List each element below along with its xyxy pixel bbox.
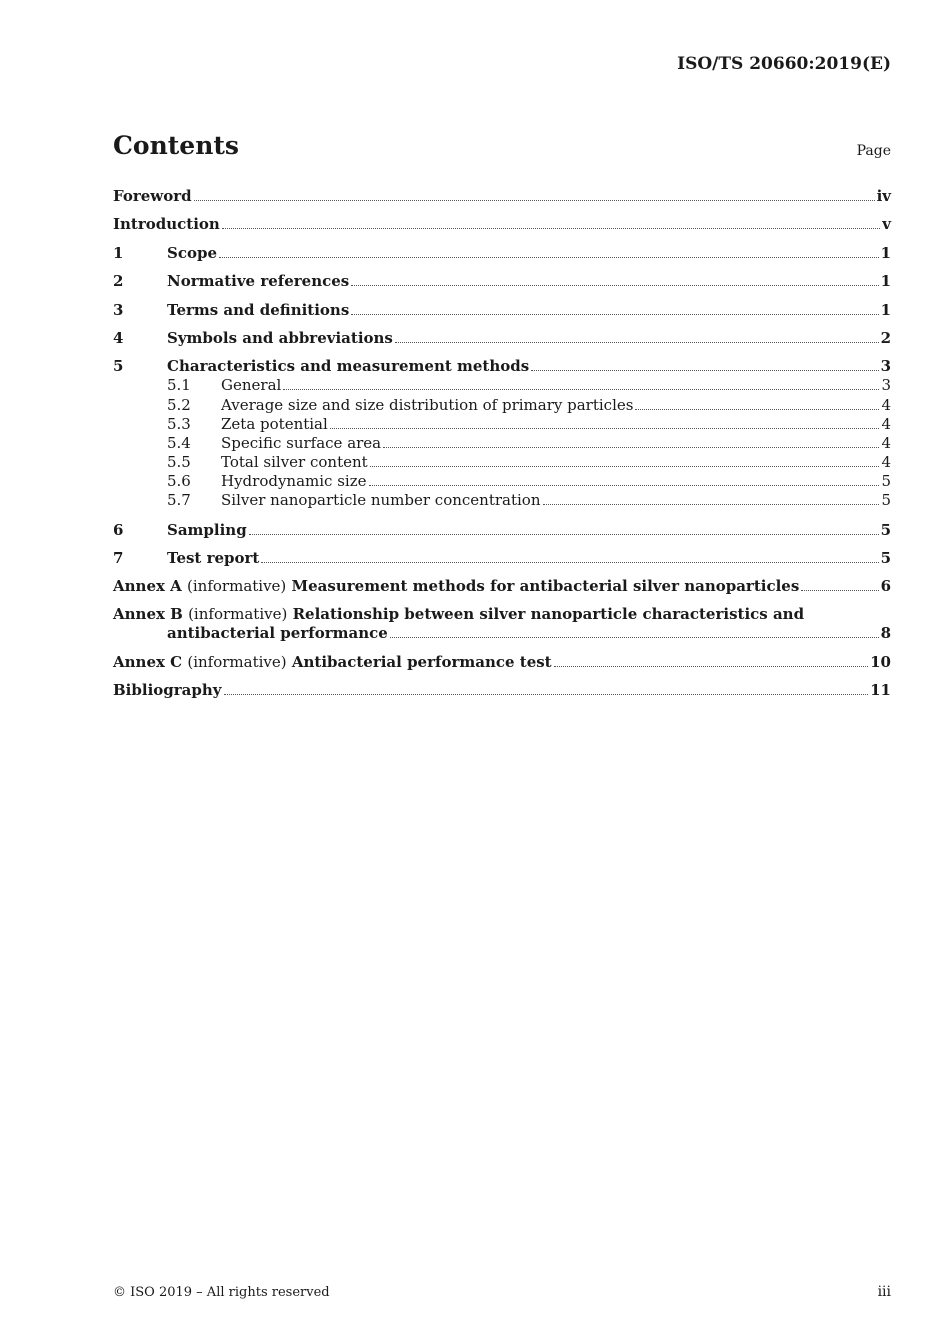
toc-subentry-title: Zeta potential — [221, 414, 328, 433]
dot-leader — [261, 562, 878, 563]
toc-entry-title: Scope — [167, 243, 218, 262]
dot-leader — [330, 428, 880, 429]
toc-annex-c[interactable] — [113, 652, 891, 680]
annex-label: Annex B — [113, 604, 183, 623]
dot-leader — [554, 666, 869, 667]
document-id: ISO/TS 20660:2019(E) — [677, 54, 891, 74]
toc-annex-page: 6 — [880, 577, 891, 596]
toc-annex-title — [113, 576, 799, 596]
toc-subentry-number: 5.5 — [167, 453, 191, 472]
toc-subentry-5-6[interactable] — [113, 472, 891, 491]
toc-subentry-title: Total silver content — [221, 453, 368, 472]
toc-subentry-page: 4 — [881, 433, 891, 452]
dot-leader — [351, 285, 878, 286]
dot-leader — [395, 342, 879, 343]
toc-entry-page: 2 — [880, 328, 891, 347]
toc-annex-title — [113, 652, 552, 672]
toc-entry-page: 1 — [880, 272, 891, 291]
toc-subentry-number: 5.1 — [167, 376, 191, 395]
dot-leader — [383, 447, 879, 448]
toc-entry-number: 6 — [113, 520, 124, 539]
toc-subentry-5-4[interactable] — [113, 434, 891, 453]
annex-title: Antibacterial performance test — [291, 652, 552, 671]
toc-entry-title: Characteristics and measurement methods — [167, 357, 530, 376]
toc-subentry-page: 3 — [881, 376, 891, 395]
dot-leader — [370, 466, 880, 467]
annex-label: Annex A — [113, 577, 182, 596]
annex-title: Relationship between silver nanoparticle characteristics and — [292, 604, 805, 623]
toc-entry-number: 1 — [113, 243, 124, 262]
toc-annex-title-line-2 — [113, 624, 891, 643]
toc-subentry-number: 5.6 — [167, 472, 191, 491]
dot-leader — [194, 200, 875, 201]
toc-annex-title-line-1 — [113, 605, 891, 624]
dot-leader — [390, 637, 879, 638]
toc-entry-number: 4 — [113, 328, 124, 347]
toc-entry-page: 3 — [880, 357, 891, 376]
toc-entry-number: 7 — [113, 549, 124, 568]
toc-annex-page: 8 — [880, 623, 891, 642]
dot-leader — [219, 257, 879, 258]
toc-entry-normative-references[interactable] — [113, 271, 891, 299]
table-of-contents — [113, 186, 891, 709]
toc-subentry-title: General — [221, 376, 282, 395]
toc-subentry-number: 5.2 — [167, 395, 191, 414]
toc-subentry-page: 5 — [881, 472, 891, 491]
toc-subentry-title: Hydrodynamic size — [221, 472, 367, 491]
annex-note: (informative) — [187, 652, 287, 671]
toc-subentry-number: 5.4 — [167, 433, 191, 452]
toc-entry-title: Terms and definitions — [167, 300, 350, 319]
toc-subentry-5-2[interactable] — [113, 396, 891, 415]
toc-entry-test-report[interactable] — [113, 548, 891, 576]
dot-leader — [351, 314, 878, 315]
toc-subentry-number: 5.7 — [167, 491, 191, 510]
toc-subentry-5-1[interactable] — [113, 376, 891, 395]
toc-entry-foreword[interactable] — [113, 186, 891, 214]
toc-entry-page: 5 — [880, 549, 891, 568]
toc-entry-number: 2 — [113, 272, 124, 291]
annex-note: (informative) — [188, 604, 288, 623]
dot-leader — [222, 228, 880, 229]
toc-entry-scope[interactable] — [113, 243, 891, 271]
contents-heading: Contents — [113, 131, 240, 160]
dot-leader — [283, 389, 879, 390]
toc-subentry-5-5[interactable] — [113, 453, 891, 472]
toc-entry-title: Bibliography — [113, 681, 222, 700]
toc-subentry-page: 4 — [881, 414, 891, 433]
toc-subentry-number: 5.3 — [167, 414, 191, 433]
dot-leader — [224, 694, 869, 695]
dot-leader — [531, 370, 878, 371]
toc-entry-title: Foreword — [113, 187, 192, 205]
toc-entry-page: 1 — [880, 243, 891, 262]
toc-entry-terms-and-definitions[interactable] — [113, 300, 891, 328]
toc-entry-title: Test report — [167, 549, 260, 568]
toc-entry-page: 11 — [870, 681, 891, 700]
dot-leader — [543, 504, 880, 505]
toc-annex-b[interactable] — [113, 605, 891, 643]
copyright-notice: © ISO 2019 – All rights reserved — [113, 1285, 330, 1300]
toc-annex-page: 10 — [870, 652, 891, 671]
page-column-label: Page — [856, 143, 891, 159]
toc-entry-title: Normative references — [167, 272, 350, 291]
toc-entry-symbols-and-abbreviations[interactable] — [113, 328, 891, 356]
toc-entry-bibliography[interactable] — [113, 680, 891, 708]
toc-entry-title: Sampling — [167, 520, 247, 539]
toc-subentry-title: Specific surface area — [221, 433, 382, 452]
toc-subentry-page: 5 — [881, 491, 891, 510]
toc-subentry-page: 4 — [881, 395, 891, 414]
toc-subentry-5-3[interactable] — [113, 415, 891, 434]
dot-leader — [249, 534, 879, 535]
toc-entry-page: 1 — [880, 300, 891, 319]
toc-entry-page: iv — [876, 187, 891, 205]
annex-note: (informative) — [187, 577, 287, 596]
toc-entry-page: 5 — [880, 520, 891, 539]
toc-entry-number: 3 — [113, 300, 124, 319]
toc-subentry-title: Average size and size distribution of primary particles — [221, 395, 634, 414]
toc-entry-page: v — [882, 215, 891, 234]
toc-annex-a[interactable] — [113, 576, 891, 604]
toc-subentry-5-7[interactable] — [113, 491, 891, 510]
toc-subentry-title: Silver nanoparticle number concentration — [221, 491, 541, 510]
toc-entry-sampling[interactable] — [113, 520, 891, 548]
dot-leader — [369, 485, 880, 486]
dot-leader — [801, 590, 878, 591]
toc-entry-characteristics[interactable] — [113, 356, 891, 376]
page-number: iii — [877, 1284, 891, 1300]
toc-entry-introduction[interactable] — [113, 214, 891, 242]
annex-label: Annex C — [113, 652, 183, 671]
annex-title-continued: antibacterial performance — [167, 623, 388, 642]
toc-entry-title: Symbols and abbreviations — [167, 328, 393, 347]
dot-leader — [635, 409, 879, 410]
annex-title: Measurement methods for antibacterial silver nanoparticles — [291, 577, 800, 596]
toc-entry-number: 5 — [113, 357, 124, 376]
toc-entry-title: Introduction — [113, 215, 220, 234]
toc-subentry-page: 4 — [881, 453, 891, 472]
